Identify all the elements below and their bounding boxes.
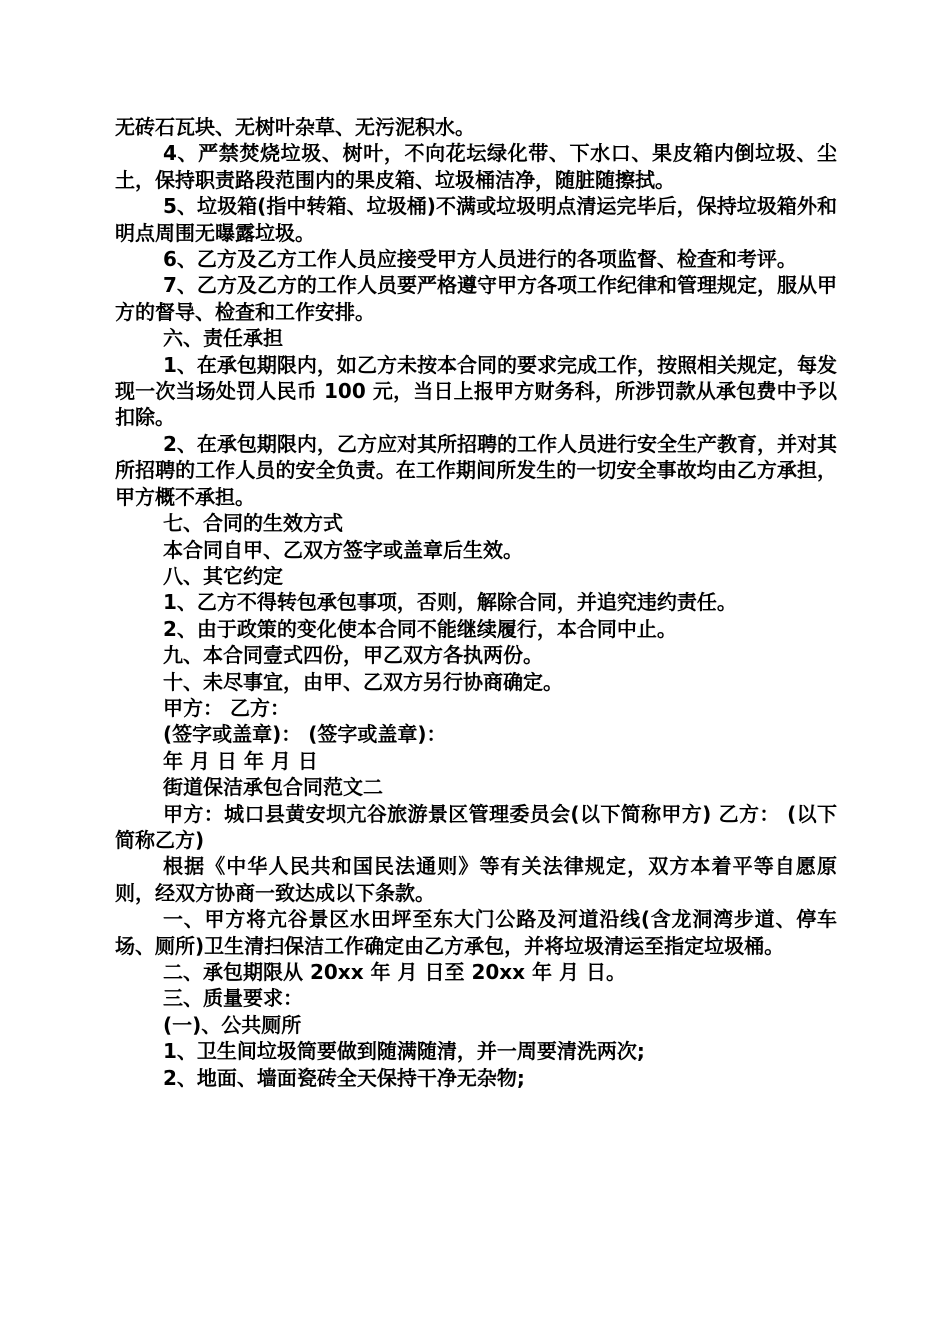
party-statement: 甲方：城口县黄安坝亢谷旅游景区管理委员会(以下简称甲方) 乙方： (以下简称乙方) — [115, 801, 837, 852]
paragraph: 1、卫生间垃圾筒要做到随满随清，并一周要清洗两次; — [163, 1039, 645, 1064]
paragraph: 2、在承包期限内，乙方应对其所招聘的工作人员进行安全生产教育，并对其所招聘的工作人员的安全负责。在工作期间所发生的一切安全事故均由乙方承担，甲方概不承担。 — [115, 431, 837, 509]
paragraph: 1、在承包期限内，如乙方未按本合同的要求完成工作，按照相关规定，每发现一次当场处罚人民币 100 元，当日上报甲方财务科，所涉罚款从承包费中予以扣除。 — [115, 352, 837, 430]
section-heading: 七、合同的生效方式 — [163, 511, 343, 536]
section-heading: 八、其它约定 — [163, 563, 283, 588]
date-line: 年 月 日 年 月 日 — [163, 748, 318, 773]
signature-line: (签字或盖章)： (签字或盖章)： — [163, 722, 447, 747]
paragraph: 7、乙方及乙方的工作人员要严格遵守甲方各项工作纪律和管理规定，服从甲方的督导、检查和工作安排。 — [115, 273, 837, 324]
paragraph: 二、承包期限从 20xx 年 月 日至 20xx 年 月 日。 — [163, 960, 626, 984]
paragraph: 6、乙方及乙方工作人员应接受甲方人员进行的各项监督、检查和考评。 — [163, 247, 797, 272]
paragraph: 2、由于政策的变化使本合同不能继续履行，本合同中止。 — [163, 616, 677, 641]
paragraph: 根据《中华人民共和国民法通则》等有关法律规定，双方本着平等自愿原则，经双方协商一致达成以下条款。 — [115, 854, 837, 905]
paragraph: 4、严禁焚烧垃圾、树叶，不向花坛绿化带、下水口、果皮箱内倒垃圾、尘土，保持职责路段范围内的果皮箱、垃圾桶洁净，随脏随擦拭。 — [115, 141, 837, 192]
section-heading: 六、责任承担 — [163, 326, 283, 351]
paragraph: 2、地面、墙面瓷砖全天保持干净无杂物; — [163, 1065, 525, 1090]
document-page — [115, 114, 837, 1091]
paragraph: 5、垃圾箱(指中转箱、垃圾桶)不满或垃圾明点清运完毕后，保持垃圾箱外和明点周围无曝露垃圾。 — [115, 194, 837, 245]
section-heading: 三、质量要求： — [163, 986, 303, 1011]
paragraph: 一、甲方将亢谷景区水田坪至东大门公路及河道沿线(含龙洞湾步道、停车场、厕所)卫生清扫保洁工作确定由乙方承包，并将垃圾清运至指定垃圾桶。 — [115, 907, 837, 958]
document-subtitle: 街道保洁承包合同范文二 — [163, 775, 383, 800]
paragraph: 1、乙方不得转包承包事项，否则，解除合同，并追究违约责任。 — [163, 590, 737, 615]
paragraph: 本合同自甲、乙双方签字或盖章后生效。 — [163, 537, 523, 562]
paragraph: 十、未尽事宜，由甲、乙双方另行协商确定。 — [163, 669, 563, 694]
sub-heading: (一)、公共厕所 — [163, 1012, 302, 1037]
paragraph: 九、本合同壹式四份，甲乙双方各执两份。 — [163, 643, 543, 668]
paragraph: 无砖石瓦块、无树叶杂草、无污泥积水。 — [115, 115, 475, 139]
signature-parties: 甲方： 乙方： — [163, 695, 290, 720]
